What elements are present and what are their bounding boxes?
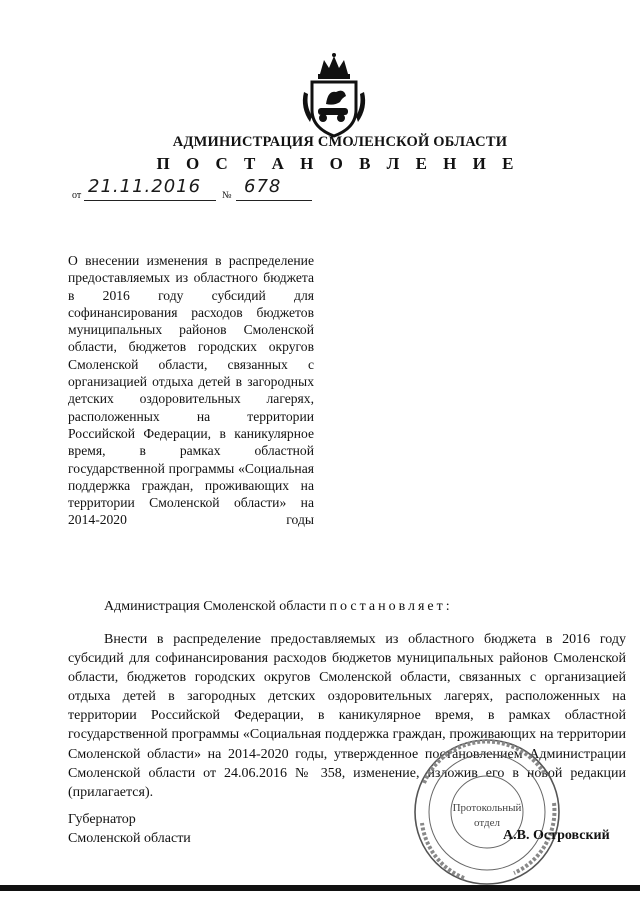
decree-verb: постановляет: — [329, 599, 453, 614]
position-line-2: Смоленской области — [68, 831, 191, 846]
signatory-position — [68, 810, 191, 848]
decree-preamble — [104, 599, 453, 615]
number-underline — [236, 200, 312, 201]
coat-of-arms-emblem — [298, 52, 370, 138]
signatory-name: А.В. Островский — [503, 828, 610, 843]
position-line-1: Губернатор — [68, 812, 136, 827]
date-underline — [84, 200, 216, 201]
number-label: № — [222, 190, 232, 201]
document-type-title: П О С Т А Н О В Л Е Н И Е — [156, 154, 520, 173]
bottom-border-bar — [0, 885, 640, 891]
document-date: 21.11.2016 — [88, 176, 202, 197]
decree-prefix: Администрация Смоленской области — [104, 599, 327, 614]
official-seal-stamp — [404, 733, 570, 891]
date-from-label: от — [72, 190, 82, 201]
stamp-center-line-2: отдел — [474, 817, 500, 829]
document-subject: О внесении изменения в распределение предоставляемых из областного бюджета в 2016 году субсидий для софинансирования расходов бюджетов муниципальных районов Смоленской области, бюджетов городских округов Смоленской области, связанных с организацией отдыха детей в загородных детских оздоровительных лагерях, расположенных на территории Российской Федерации, в каникулярное время, в рамках областной государственной программы «Социальная поддержка граждан, проживающих на территории Смоленской области» на 2014-2020 годы — [68, 253, 314, 528]
stamp-center-line-1: Протокольный — [452, 802, 522, 814]
document-number: 678 — [244, 176, 282, 197]
organization-name: АДМИНИСТРАЦИЯ СМОЛЕНСКОЙ ОБЛАСТИ — [172, 134, 508, 150]
body-paragraph: Внести в распределение предоставляемых из областного бюджета в 2016 году субсидий для софинансирования расходов бюджетов муниципальных районов Смоленской области, бюджетов городских округов Смоленской области, связанных с организацией отдыха детей в загородных детских оздоровительных лагерях, расположенных на территории Российской Федерации, в каникулярное время, в рамках областной государственной программы «Социальная поддержка граждан, проживающих на территории Смоленской области» на 2014-2020 годы, утвержденное постановлением Администрации Смоленской области от 24.06.2016 № 358, изменение, изложив его в новой редакции (прилагается). — [68, 632, 626, 800]
